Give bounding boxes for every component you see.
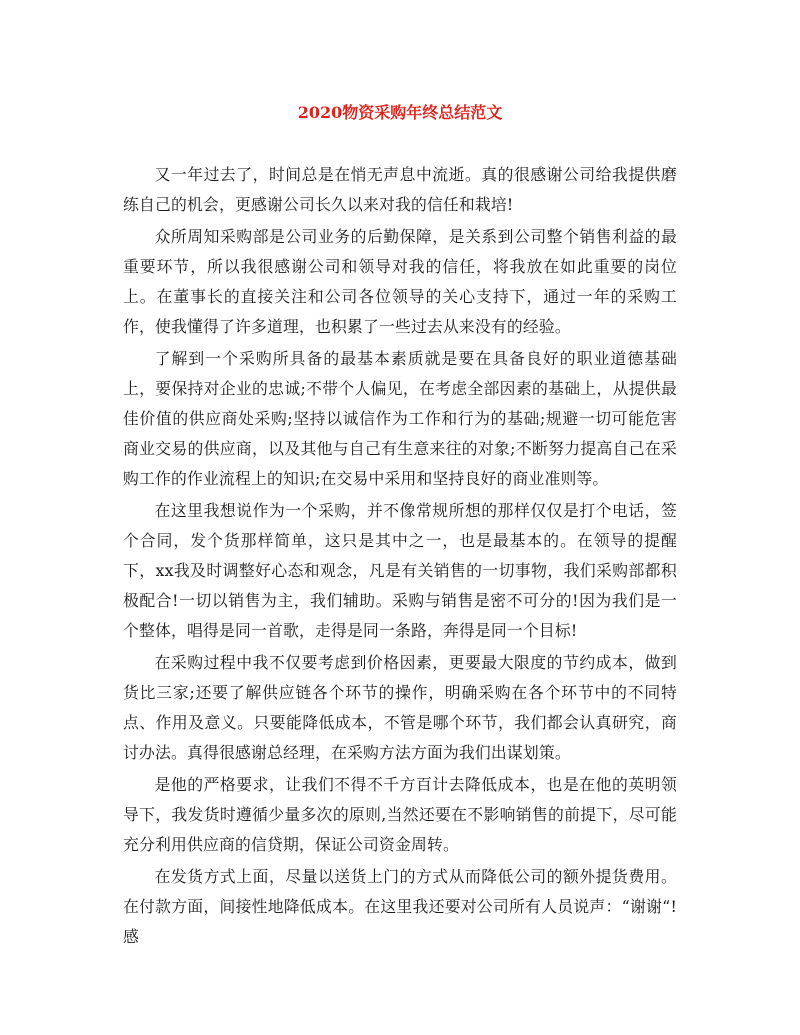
- paragraph: 在发货方式上面，尽量以送货上门的方式从而降低公司的额外提货费用。在付款方面，间接性地降低成本。在这里我还要对公司所有人员说声：“谢谢“!感: [123, 867, 677, 946]
- paragraph: 又一年过去了，时间总是在悄无声息中流逝。真的很感谢公司给我提供磨练自己的机会，更感谢公司长久以来对我的信任和栽培!: [123, 165, 677, 214]
- paragraph: 在采购过程中我不仅要考虑到价格因素，更要最大限度的节约成本，做到货比三家;还要了解供应链各个环节的操作，明确采购在各个环节中的不同特点、作用及意义。只要能降低成本，不管是哪个环节，我们都会认真研究，商讨办法。真得很感谢总经理，在采购方法方面为我们出谋划策。: [123, 653, 677, 762]
- paragraph: 了解到一个采购所具备的最基本素质就是要在具备良好的职业道德基础上，要保持对企业的忠诚;不带个人偏见，在考虑全部因素的基础上，从提供最佳价值的供应商处采购;坚持以诚信作为工作和行为的基础;规避一切可能危害商业交易的供应商，以及其他与自己有生意来往的对象;不断努力提高自己在采购工作的作业流程上的知识;在交易中采用和坚持良好的商业准则等。: [123, 349, 677, 488]
- document-body: [123, 160, 677, 952]
- paragraph: 在这里我想说作为一个采购，并不像常规所想的那样仅仅是打个电话，签个合同，发个货那样简单，这只是其中之一，也是最基本的。在领导的提醒下，xx我及时调整好心态和观念，凡是有关销售的一切事物，我们采购部都积极配合!一切以销售为主，我们辅助。采购与销售是密不可分的!因为我们是一个整体，唱得是同一首歌，走得是同一条路，奔得是同一个目标!: [123, 501, 677, 640]
- document-title: 2020物资采购年终总结范文: [297, 103, 503, 122]
- paragraph: 是他的严格要求，让我们不得不千方百计去降低成本，也是在他的英明领导下，我发货时遵循少量多次的原则,当然还要在不影响销售的前提下，尽可能充分利用供应商的信贷期，保证公司资金周转。: [123, 775, 677, 854]
- paragraph: 众所周知采购部是公司业务的后勤保障，是关系到公司整个销售利益的最重要环节，所以我很感谢公司和领导对我的信任，将我放在如此重要的岗位上。在董事长的直接关注和公司各位领导的关心支持下，通过一年的采购工作，使我懂得了许多道理，也积累了一些过去从来没有的经验。: [123, 227, 677, 336]
